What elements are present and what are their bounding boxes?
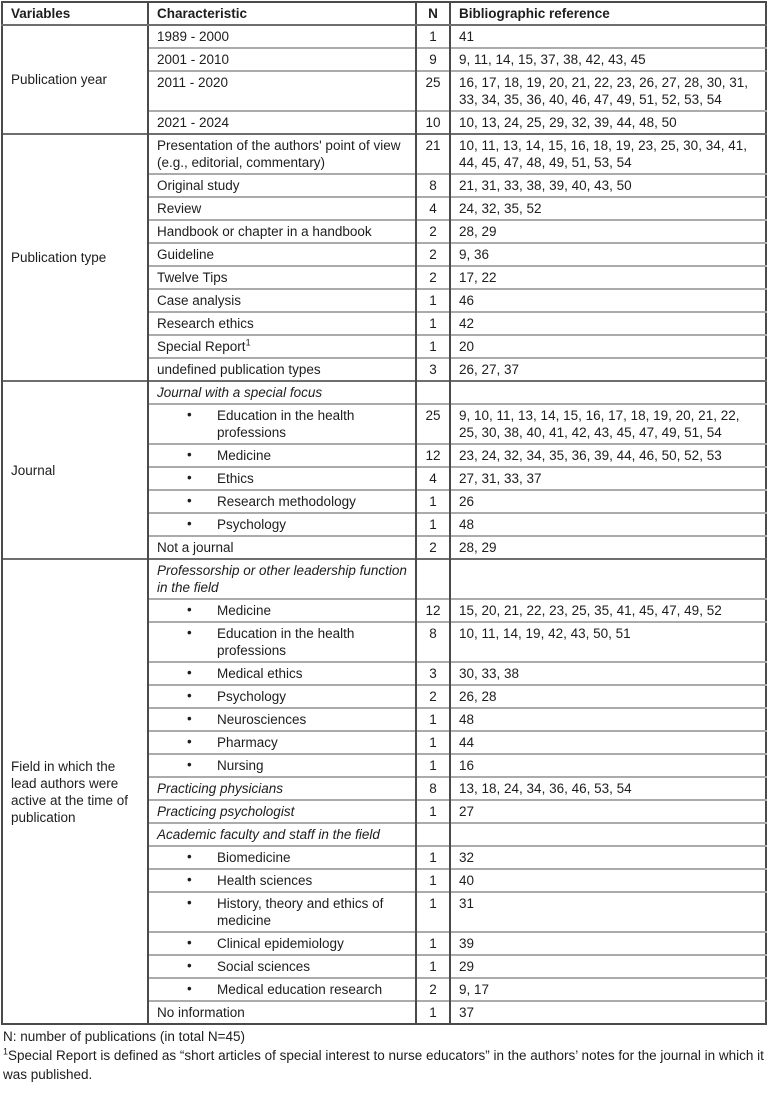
bullet-icon: • [187, 602, 192, 617]
characteristic-cell [148, 777, 416, 800]
n-cell: 8 [416, 622, 450, 662]
bibliographic-reference-cell [450, 381, 766, 404]
n-cell: 1 [416, 1001, 450, 1024]
column-header-bibliographic-reference: Bibliographic reference [450, 2, 766, 25]
n-cell: 3 [416, 662, 450, 685]
bibliographic-reference-cell: 30, 33, 38 [450, 662, 766, 685]
n-cell: 1 [416, 754, 450, 777]
characteristic-cell [148, 197, 416, 220]
footnote-marker: 1 [245, 337, 251, 348]
characteristic-label: Medical education research [217, 982, 383, 997]
n-cell: 12 [416, 444, 450, 467]
n-cell: 3 [416, 358, 450, 381]
bullet-icon: • [187, 958, 192, 973]
characteristic-cell [148, 513, 416, 536]
table-row [2, 559, 766, 599]
header-row [2, 2, 766, 25]
characteristic-label: Practicing psychologist [157, 804, 295, 819]
bullet-icon: • [187, 516, 192, 531]
n-cell: 4 [416, 197, 450, 220]
characteristic-label: Special Report [157, 339, 246, 354]
characteristic-label: Biomedicine [217, 850, 291, 865]
bibliographic-reference-cell: 28, 29 [450, 536, 766, 559]
n-cell [416, 823, 450, 846]
characteristic-label: No information [157, 1005, 245, 1020]
characteristic-cell [148, 266, 416, 289]
n-cell: 21 [416, 134, 450, 174]
bibliographic-reference-cell: 29 [450, 955, 766, 978]
bibliographic-reference-cell: 32 [450, 846, 766, 869]
characteristic-label: Health sciences [217, 873, 313, 888]
variable-cell: Journal [2, 381, 148, 559]
bibliographic-reference-cell [450, 559, 766, 599]
n-cell: 2 [416, 243, 450, 266]
bullet-icon: • [187, 711, 192, 726]
bullet-icon: • [187, 625, 192, 640]
characteristic-label: Case analysis [157, 293, 242, 308]
characteristic-label: Review [157, 201, 202, 216]
characteristic-cell [148, 800, 416, 823]
characteristic-label: 2011 - 2020 [157, 75, 229, 90]
n-cell: 2 [416, 220, 450, 243]
footnotes [1, 1025, 768, 1088]
variable-cell: Publication year [2, 25, 148, 134]
n-cell: 1 [416, 869, 450, 892]
characteristic-cell [148, 754, 416, 777]
bullet-icon: • [187, 493, 192, 508]
characteristic-label: Ethics [217, 471, 254, 486]
table-row [2, 134, 766, 174]
bibliographic-reference-cell: 31 [450, 892, 766, 932]
characteristic-cell [148, 467, 416, 490]
bibliographic-reference-cell: 41 [450, 25, 766, 48]
n-cell: 2 [416, 978, 450, 1001]
n-cell: 1 [416, 955, 450, 978]
footnote-text: Special Report is defined as “short articles of special interest to nurse educators” in the authors’ notes for the journal in which it was published. [3, 1048, 764, 1082]
characteristic-label: Medicine [217, 448, 272, 463]
n-cell: 2 [416, 536, 450, 559]
bibliographic-reference-cell: 39 [450, 932, 766, 955]
characteristic-label: Research methodology [217, 494, 356, 509]
n-cell: 1 [416, 846, 450, 869]
bibliographic-reference-cell: 21, 31, 33, 38, 39, 40, 43, 50 [450, 174, 766, 197]
characteristic-cell [148, 289, 416, 312]
characteristic-cell [148, 599, 416, 622]
characteristic-label: Original study [157, 178, 240, 193]
n-cell: 25 [416, 71, 450, 111]
bibliographic-reference-cell: 27 [450, 800, 766, 823]
n-cell: 1 [416, 708, 450, 731]
bibliographic-reference-cell: 15, 20, 21, 22, 23, 25, 35, 41, 45, 47, 49, 52 [450, 599, 766, 622]
bibliographic-reference-cell: 9, 17 [450, 978, 766, 1001]
characteristic-label: Social sciences [217, 959, 311, 974]
n-cell [416, 559, 450, 599]
bibliographic-reference-cell: 10, 11, 14, 19, 42, 43, 50, 51 [450, 622, 766, 662]
bullet-icon: • [187, 895, 192, 910]
characteristic-cell [148, 978, 416, 1001]
characteristic-label: Medicine [217, 603, 272, 618]
bibliographic-reference-cell: 26, 27, 37 [450, 358, 766, 381]
characteristic-label: Academic faculty and staff in the field [157, 827, 380, 842]
characteristic-label: Presentation of the authors' point of view (e.g., editorial, commentary) [157, 138, 401, 170]
n-cell: 1 [416, 932, 450, 955]
characteristic-label: Psychology [217, 517, 287, 532]
table-row [2, 381, 766, 404]
characteristic-label: Twelve Tips [157, 270, 228, 285]
bullet-icon: • [187, 470, 192, 485]
characteristic-label: Education in the health professions [217, 626, 355, 658]
bibliographic-reference-cell: 46 [450, 289, 766, 312]
n-cell: 1 [416, 731, 450, 754]
bibliographic-reference-cell: 9, 36 [450, 243, 766, 266]
footnote-text: N: number of publications (in total N=45) [3, 1029, 245, 1044]
bibliographic-reference-cell: 40 [450, 869, 766, 892]
bibliographic-reference-cell: 10, 13, 24, 25, 29, 32, 39, 44, 48, 50 [450, 111, 766, 134]
bibliographic-reference-cell: 9, 11, 14, 15, 37, 38, 42, 43, 45 [450, 48, 766, 71]
n-cell: 1 [416, 335, 450, 358]
bullet-icon: • [187, 757, 192, 772]
characteristic-cell [148, 955, 416, 978]
column-header-variables: Variables [2, 2, 148, 25]
publication-summary-table [1, 1, 767, 1025]
bibliographic-reference-cell: 48 [450, 708, 766, 731]
column-header-characteristic: Characteristic [148, 2, 416, 25]
characteristic-cell [148, 708, 416, 731]
characteristic-label: Education in the health professions [217, 408, 355, 440]
characteristic-label: Medical ethics [217, 666, 303, 681]
characteristic-label: Professorship or other leadership function in the field [157, 563, 407, 595]
characteristic-cell [148, 48, 416, 71]
characteristic-label: Not a journal [157, 540, 234, 555]
n-cell: 12 [416, 599, 450, 622]
bibliographic-reference-cell: 26 [450, 490, 766, 513]
characteristic-cell [148, 444, 416, 467]
bullet-icon: • [187, 447, 192, 462]
characteristic-label: Handbook or chapter in a handbook [157, 224, 372, 239]
bibliographic-reference-cell: 13, 18, 24, 34, 36, 46, 53, 54 [450, 777, 766, 800]
bullet-icon: • [187, 734, 192, 749]
bibliographic-reference-cell: 28, 29 [450, 220, 766, 243]
bibliographic-reference-cell: 10, 11, 13, 14, 15, 16, 18, 19, 23, 25, 30, 34, 41, 44, 45, 47, 48, 49, 51, 53, 54 [450, 134, 766, 174]
characteristic-label: Journal with a special focus [157, 385, 323, 400]
characteristic-cell [148, 381, 416, 404]
bibliographic-reference-cell: 48 [450, 513, 766, 536]
characteristic-cell [148, 111, 416, 134]
characteristic-cell [148, 932, 416, 955]
characteristic-cell [148, 869, 416, 892]
characteristic-label: Clinical epidemiology [217, 936, 344, 951]
characteristic-label: Practicing physicians [157, 781, 284, 796]
n-cell: 8 [416, 174, 450, 197]
characteristic-cell [148, 335, 416, 358]
n-cell: 1 [416, 800, 450, 823]
characteristic-label: Neurosciences [217, 712, 307, 727]
bibliographic-reference-cell: 16 [450, 754, 766, 777]
bibliographic-reference-cell: 24, 32, 35, 52 [450, 197, 766, 220]
characteristic-cell [148, 823, 416, 846]
footnote-n-definition [3, 1027, 764, 1046]
characteristic-cell [148, 25, 416, 48]
n-cell: 10 [416, 111, 450, 134]
characteristic-label: 2021 - 2024 [157, 115, 230, 130]
bibliographic-reference-cell: 17, 22 [450, 266, 766, 289]
characteristic-cell [148, 490, 416, 513]
bibliographic-reference-cell: 44 [450, 731, 766, 754]
characteristic-cell [148, 220, 416, 243]
characteristic-label: Pharmacy [217, 735, 278, 750]
n-cell: 1 [416, 513, 450, 536]
characteristic-cell [148, 536, 416, 559]
bullet-icon: • [187, 407, 192, 422]
characteristic-cell [148, 1001, 416, 1024]
footnote-special-report [3, 1046, 764, 1084]
n-cell: 1 [416, 892, 450, 932]
characteristic-cell [148, 312, 416, 335]
characteristic-label: Guideline [157, 247, 215, 262]
bullet-icon: • [187, 688, 192, 703]
bibliographic-reference-cell: 37 [450, 1001, 766, 1024]
characteristic-label: undefined publication types [157, 362, 321, 377]
bullet-icon: • [187, 981, 192, 996]
characteristic-label: History, theory and ethics of medicine [217, 896, 384, 928]
characteristic-cell [148, 559, 416, 599]
characteristic-label: Psychology [217, 689, 287, 704]
variable-cell: Publication type [2, 134, 148, 381]
characteristic-label: 1989 - 2000 [157, 29, 230, 44]
bibliographic-reference-cell: 20 [450, 335, 766, 358]
characteristic-cell [148, 846, 416, 869]
bibliographic-reference-cell: 16, 17, 18, 19, 20, 21, 22, 23, 26, 27, 28, 30, 31, 33, 34, 35, 36, 40, 46, 47, 49, 51, 52, 53, 54 [450, 71, 766, 111]
characteristic-cell [148, 404, 416, 444]
bibliographic-reference-cell: 27, 31, 33, 37 [450, 467, 766, 490]
table-row [2, 25, 766, 48]
bullet-icon: • [187, 665, 192, 680]
n-cell: 1 [416, 289, 450, 312]
footnote-marker: 1 [3, 1046, 9, 1057]
bibliographic-reference-cell: 23, 24, 32, 34, 35, 36, 39, 44, 46, 50, 52, 53 [450, 444, 766, 467]
n-cell: 8 [416, 777, 450, 800]
bibliographic-reference-cell: 26, 28 [450, 685, 766, 708]
characteristic-label: Research ethics [157, 316, 254, 331]
characteristic-label: 2001 - 2010 [157, 52, 230, 67]
variable-cell: Field in which the lead authors were active at the time of publication [2, 559, 148, 1024]
n-cell: 25 [416, 404, 450, 444]
characteristic-cell [148, 731, 416, 754]
characteristic-label: Nursing [217, 758, 264, 773]
bibliographic-reference-cell: 9, 10, 11, 13, 14, 15, 16, 17, 18, 19, 20, 21, 22, 25, 30, 38, 40, 41, 42, 43, 45, 47, 49, 51, 54 [450, 404, 766, 444]
characteristic-cell [148, 134, 416, 174]
bibliographic-reference-cell: 42 [450, 312, 766, 335]
n-cell: 1 [416, 490, 450, 513]
characteristic-cell [148, 174, 416, 197]
n-cell: 1 [416, 25, 450, 48]
table-body [2, 25, 766, 1024]
characteristic-cell [148, 622, 416, 662]
n-cell: 2 [416, 685, 450, 708]
n-cell: 4 [416, 467, 450, 490]
characteristic-cell [148, 358, 416, 381]
characteristic-cell [148, 685, 416, 708]
bullet-icon: • [187, 872, 192, 887]
n-cell: 9 [416, 48, 450, 71]
bullet-icon: • [187, 935, 192, 950]
characteristic-cell [148, 243, 416, 266]
bibliographic-reference-cell [450, 823, 766, 846]
characteristic-cell [148, 71, 416, 111]
n-cell: 1 [416, 312, 450, 335]
column-header-n: N [416, 2, 450, 25]
n-cell: 2 [416, 266, 450, 289]
bullet-icon: • [187, 849, 192, 864]
characteristic-cell [148, 892, 416, 932]
n-cell [416, 381, 450, 404]
characteristic-cell [148, 662, 416, 685]
